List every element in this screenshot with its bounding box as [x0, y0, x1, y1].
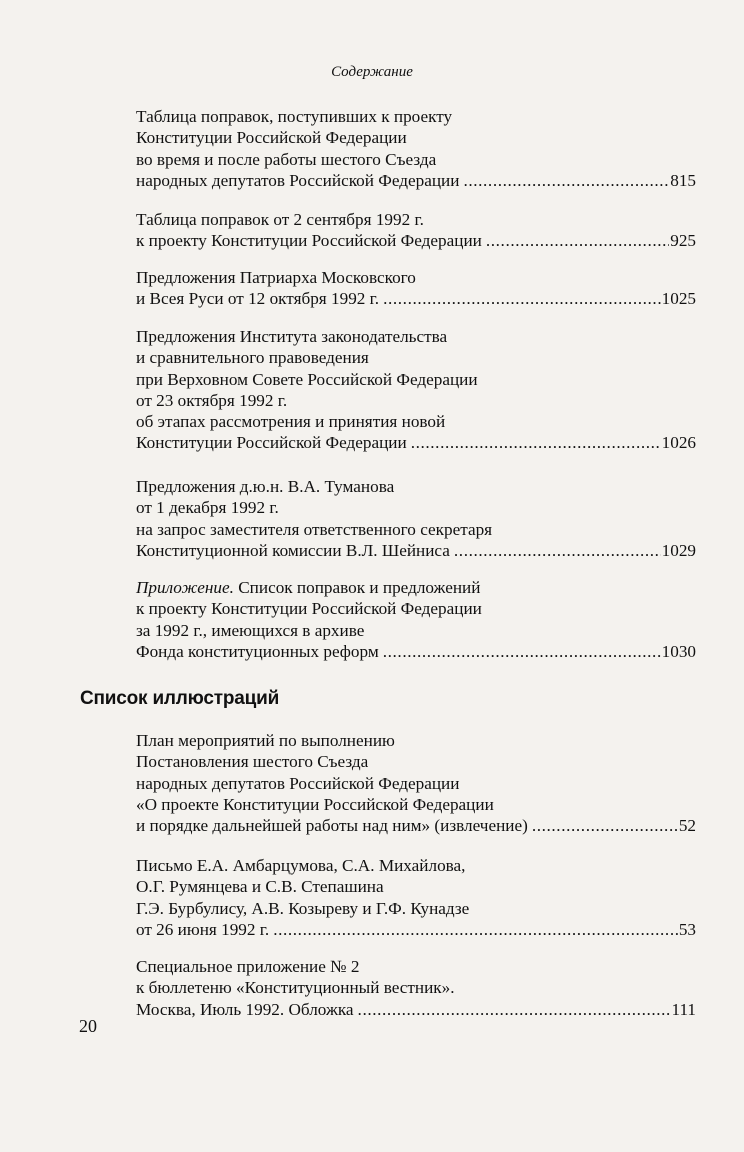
toc-entry-line: и порядке дальнейшей работы над ним» (извлечение) [136, 816, 528, 836]
toc-entry-line: Москва, Июль 1992. Обложка [136, 999, 354, 1019]
dot-leader [383, 641, 661, 662]
toc-page-number: 1030 [661, 641, 696, 661]
dot-leader [486, 230, 669, 251]
toc-entry-line: Предложения д.ю.н. В.А. Туманова [136, 477, 395, 496]
toc-entry-line: Конституционной комиссии В.Л. Шейниса [136, 540, 450, 560]
toc-entry [136, 267, 696, 310]
toc-entry-line: Конституции Российской Федерации [136, 433, 407, 453]
toc-entry-line [136, 577, 696, 598]
toc-entry-line: на запрос заместителя ответственного секретаря [136, 519, 493, 539]
toc-entry-line: Г.Э. Бурбулису, А.В. Козыреву и Г.Ф. Кунадзе [136, 898, 470, 918]
toc-entry-line: Предложения Института законодательства [136, 327, 448, 346]
toc-entry-line: и сравнительного правоведения [136, 348, 369, 368]
toc-entry-last-line [136, 999, 696, 1020]
dot-leader [383, 288, 661, 309]
toc-entry-line: О.Г. Румянцева и С.В. Степашина [136, 877, 384, 897]
toc-entry [136, 326, 696, 454]
toc-entry-line: во время и после работы шестого Съезда [136, 149, 437, 169]
toc-page-number: 1029 [661, 540, 696, 560]
toc-entry-line: «О проекте Конституции Российской Федерации [136, 794, 494, 814]
toc-entry [136, 476, 696, 561]
toc-entry-line: и Всея Руси от 12 октября 1992 г. [136, 289, 380, 309]
dot-leader [532, 815, 678, 836]
toc-entry-last-line [136, 230, 696, 251]
toc-page-number: 1026 [661, 433, 696, 453]
running-head: Содержание [331, 64, 413, 80]
toc-entry-last-line [136, 919, 696, 940]
toc-entry-line: План мероприятий по выполнению [136, 731, 395, 750]
dot-leader [358, 999, 671, 1020]
appendix-label: Приложение. [136, 578, 234, 597]
toc-entry-line: народных депутатов Российской Федерации [136, 170, 460, 190]
toc-entry-last-line [136, 540, 696, 561]
toc-entry-last-line [136, 288, 696, 309]
toc-page-number: 53 [678, 919, 696, 939]
dot-leader [273, 919, 678, 940]
toc-entry-line: от 23 октября 1992 г. [136, 390, 288, 410]
toc-page-number: 111 [671, 999, 696, 1019]
toc-entry-line: Специальное приложение № 2 [136, 957, 360, 976]
toc-entry-line: к проекту Конституции Российской Федерации [136, 231, 482, 251]
section-heading: Список иллюстраций [80, 688, 280, 709]
toc-entry [136, 956, 696, 1020]
toc-page-number: 52 [678, 816, 696, 836]
toc-entry [136, 106, 696, 191]
toc-entry-line: Предложения Патриарха Московского [136, 268, 416, 287]
toc-entry [136, 209, 696, 252]
toc-entry-line: народных депутатов Российской Федерации [136, 773, 460, 793]
toc-entry-line: от 1 декабря 1992 г. [136, 498, 279, 518]
toc-entry-line-rest: Список поправок и предложений [233, 578, 481, 597]
toc-entry [136, 855, 696, 940]
dot-leader [454, 540, 661, 561]
toc-entry-line: об этапах рассмотрения и принятия новой [136, 412, 446, 432]
toc-entry-line: Таблица поправок от 2 сентября 1992 г. [136, 210, 424, 229]
toc-entry-line: Письмо Е.А. Амбарцумова, С.А. Михайлова, [136, 856, 466, 875]
dot-leader [411, 432, 661, 453]
toc-page-number: 815 [670, 170, 696, 190]
toc-entry-line: за 1992 г., имеющихся в архиве [136, 620, 365, 640]
toc-entry-line: Фонда конституционных реформ [136, 641, 379, 661]
toc-entry-line: при Верховном Совете Российской Федерации [136, 369, 478, 389]
dot-leader [463, 170, 669, 191]
toc-entry-last-line [136, 432, 696, 453]
toc-entry-line: к проекту Конституции Российской Федерации [136, 599, 482, 619]
toc-entry-line: Постановления шестого Съезда [136, 752, 369, 772]
toc-entry-line: от 26 июня 1992 г. [136, 919, 270, 939]
toc-entry-line: к бюллетеню «Конституционный вестник». [136, 978, 455, 998]
toc-entry [136, 577, 696, 662]
toc-entry-last-line [136, 170, 696, 191]
toc-entry-line: Таблица поправок, поступивших к проекту [136, 107, 453, 126]
toc-page-number: 1025 [661, 289, 696, 309]
toc-page-number: 925 [670, 231, 696, 251]
toc-entry-last-line [136, 815, 696, 836]
toc-entry [136, 730, 696, 836]
toc-entry-last-line [136, 641, 696, 662]
page-number: 20 [79, 1016, 97, 1036]
toc-entry-line: Конституции Российской Федерации [136, 128, 407, 148]
